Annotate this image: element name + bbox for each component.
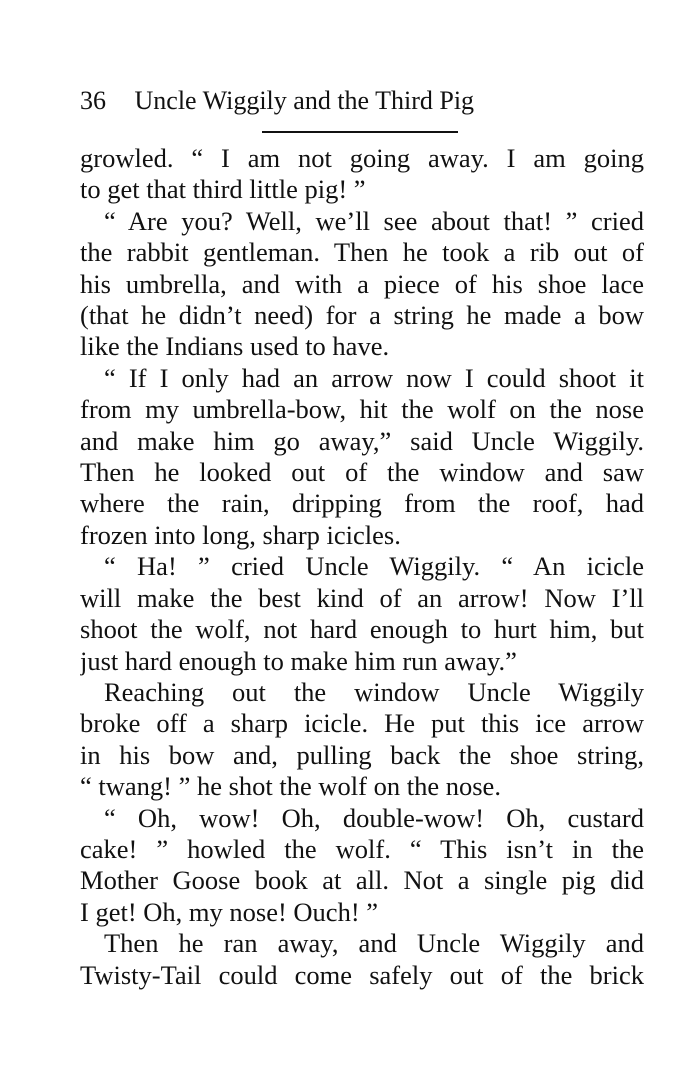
text-line: Reaching out the window Uncle Wiggily [104,676,644,707]
text-line: from my umbrella-bow, hit the wolf on the nose [80,394,644,425]
text-line: Then he looked out of the window and saw [80,457,644,488]
text-line: just hard enough to make him run away.” [80,645,517,676]
text-line: “ Oh, wow! Oh, double-wow! Oh, custard [104,802,644,833]
text-line: in his bow and, pulling back the shoe string, [80,739,644,770]
header-rule [262,131,458,133]
text-line: like the Indians used to have. [80,331,390,362]
text-line: growled. “ I am not going away. I am going [80,143,644,173]
text-line: “ twang! ” he shot the wolf on the nose. [80,771,501,802]
text-line: I get! Oh, my nose! Ouch! ” [80,896,379,927]
text-line: “ Ha! ” cried Uncle Wiggily. “ An icicle [104,551,644,582]
text-line: shoot the wolf, not hard enough to hurt him, but [80,614,644,645]
text-line: where the rain, dripping from the roof, had [80,488,644,519]
text-line: broke off a sharp icicle. He put this ice arrow [80,708,644,739]
text-line: Then he ran away, and Uncle Wiggily and [104,928,644,959]
text-line: will make the best kind of an arrow! Now I’ll [80,582,644,613]
text-line: frozen into long, sharp icicles. [80,519,401,550]
text-line: the rabbit gentleman. Then he took a rib out of [80,237,644,268]
body-text [80,143,644,991]
text-line: Mother Goose book at all. Not a single pig did [80,865,644,896]
text-line: and make him go away,” said Uncle Wiggily. [80,425,644,456]
text-line: (that he didn’t need) for a string he made a bow [80,300,644,331]
running-head-title: Uncle Wiggily and the Third Pig [134,86,475,115]
running-head [80,84,640,124]
text-line: his umbrella, and with a piece of his shoe lace [80,268,644,299]
text-line: “ If I only had an arrow now I could shoot it [104,362,644,393]
text-line: “ Are you? Well, we’ll see about that! ” cried [104,205,644,236]
text-line: to get that third little pig! ” [80,174,366,205]
text-line: cake! ” howled the wolf. “ This isn’t in the [80,833,644,864]
page-number: 36 [80,86,106,115]
text-line: Twisty-Tail could come safely out of the brick [80,959,644,990]
